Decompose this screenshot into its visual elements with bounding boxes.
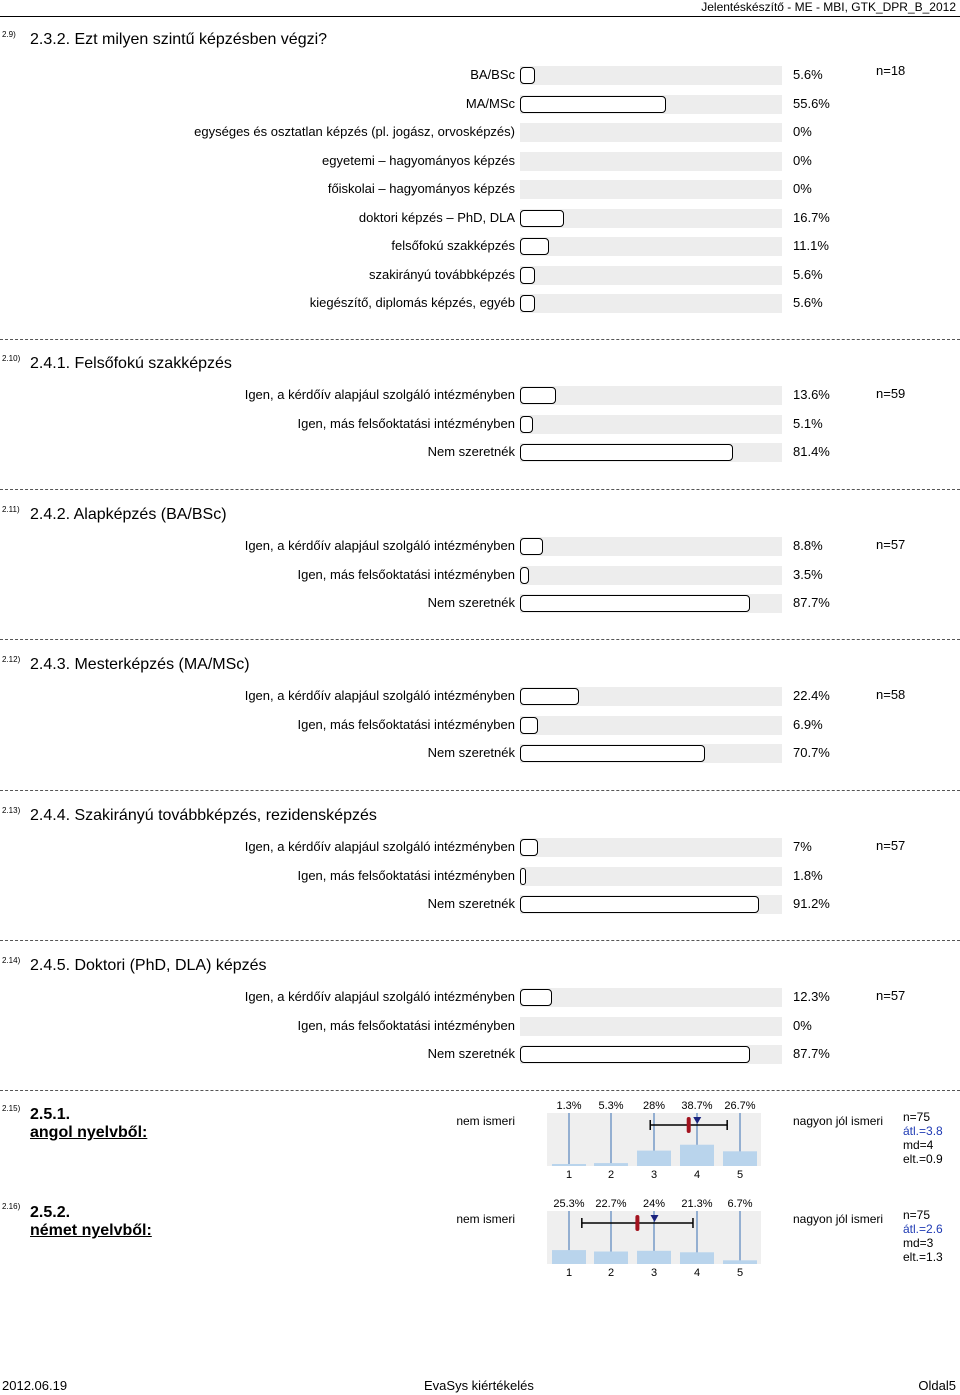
answer-percentage: 1.8%	[793, 867, 823, 883]
mean-marker	[635, 1215, 639, 1231]
scale-point-label: 2	[607, 1267, 615, 1278]
question-number: 2.14)	[2, 956, 21, 965]
bar-track	[520, 537, 782, 556]
question-title: 2.3.2. Ezt milyen szintű képzésben végzi?	[30, 31, 328, 48]
answer-percentage: 0%	[793, 181, 812, 196]
question-number: 2.10)	[2, 354, 21, 363]
answer-percentage: 0%	[793, 124, 812, 139]
scale-point-label: 5	[736, 1267, 744, 1278]
answer-row	[0, 984, 960, 1012]
question-number: 2.11)	[2, 505, 20, 514]
answer-label: Igen, más felsőoktatási intézményben	[297, 716, 515, 732]
histogram-bar	[637, 1151, 671, 1166]
answer-percentage: 22.4%	[793, 688, 830, 703]
stat-n: n=75	[903, 1208, 931, 1222]
bar-track	[520, 988, 782, 1007]
scale-point-label: 5	[736, 1169, 744, 1180]
stat-sd: elt.=1.3	[903, 1250, 943, 1264]
answer-label: egységes és osztatlan képzés (pl. jogász, orvosképzés)	[194, 124, 515, 139]
stat-md: md=4	[903, 1138, 934, 1152]
answer-row	[0, 891, 960, 919]
answer-row	[0, 91, 960, 119]
scale-point-label: 1	[565, 1169, 573, 1180]
scale-point-label: 3	[650, 1169, 658, 1180]
answer-bar	[520, 745, 705, 762]
scale-statistics	[903, 1208, 943, 1264]
answer-bar	[520, 416, 533, 433]
bar-track	[520, 594, 782, 613]
answer-percentage: 3.5%	[793, 566, 823, 582]
scale-point-label: 3	[650, 1267, 658, 1278]
response-count: n=59	[876, 386, 906, 401]
answer-bar	[520, 688, 579, 705]
stat-n: n=75	[903, 1110, 931, 1124]
bar-track	[520, 1045, 782, 1064]
scale-statistics	[903, 1110, 943, 1166]
scale-title: német nyelvből:	[30, 1222, 152, 1239]
question-number: 2.16)	[2, 1202, 21, 1211]
answer-row	[0, 590, 960, 618]
answer-bar	[520, 67, 535, 84]
answer-percentage: 8.8%	[793, 538, 823, 553]
histogram-bar	[723, 1260, 757, 1264]
answer-label: Igen, más felsőoktatási intézményben	[297, 566, 515, 582]
bar-track	[520, 266, 782, 285]
scale-histogram	[544, 1100, 764, 1180]
answer-percentage: 5.6%	[793, 266, 823, 282]
answer-percentage: 55.6%	[793, 95, 830, 111]
section-divider	[0, 790, 960, 791]
answer-label: Nem szeretnék	[427, 595, 515, 610]
histogram-bar	[552, 1164, 586, 1166]
scale-point-label: 4	[693, 1267, 701, 1278]
histogram-percentage: 28%	[642, 1100, 666, 1112]
answer-label: Igen, a kérdőív alapjául szolgáló intézményben	[244, 989, 515, 1004]
mean-marker	[687, 1117, 691, 1133]
answer-label: Nem szeretnék	[427, 745, 515, 760]
answer-row	[0, 439, 960, 467]
bar-track	[520, 1017, 782, 1036]
answer-bar	[520, 717, 538, 734]
answer-label: főiskolai – hagyományos képzés	[327, 181, 515, 196]
question-number: 2.15)	[2, 1104, 21, 1113]
bar-track	[520, 867, 782, 886]
question-title: 2.4.1. Felsőfokú szakképzés	[30, 355, 232, 372]
answer-label: MA/MSc	[465, 95, 515, 111]
scale-left-label: nem ismeri	[456, 1212, 515, 1226]
bar-track	[520, 95, 782, 114]
histogram-percentage: 26.7%	[724, 1100, 756, 1112]
scale-point-label: 4	[693, 1169, 701, 1180]
answer-row	[0, 863, 960, 891]
answer-row	[0, 834, 960, 862]
question-title: 2.4.5. Doktori (PhD, DLA) képzés	[30, 957, 267, 974]
response-count: n=57	[876, 988, 906, 1003]
footer-page: Oldal5	[918, 1378, 956, 1393]
bar-track	[520, 386, 782, 405]
bar-track	[520, 123, 782, 142]
stat-md: md=3	[903, 1236, 934, 1250]
answer-percentage: 16.7%	[793, 209, 830, 225]
histogram-percentage: 6.7%	[727, 1198, 753, 1210]
histogram-percentage: 22.7%	[595, 1198, 627, 1210]
answer-label: Igen, a kérdőív alapjául szolgáló intézményben	[244, 538, 515, 553]
answer-label: egyetemi – hagyományos képzés	[322, 152, 515, 168]
answer-label: doktori képzés – PhD, DLA	[358, 209, 515, 225]
histogram-percentage: 24%	[642, 1198, 666, 1210]
answer-percentage: 87.7%	[793, 1046, 830, 1061]
answer-bar	[520, 1046, 750, 1063]
scale-left-label: nem ismeri	[456, 1114, 515, 1128]
bar-track	[520, 687, 782, 706]
footer-center: EvaSys kiértékelés	[424, 1378, 534, 1393]
scale-histogram	[544, 1198, 764, 1278]
answer-label: Nem szeretnék	[427, 896, 515, 911]
question-title: 2.4.3. Mesterképzés (MA/MSc)	[30, 656, 250, 673]
question-title: 2.4.4. Szakirányú továbbképzés, rezidensképzés	[30, 807, 377, 824]
question-title: 2.4.2. Alapképzés (BA/BSc)	[30, 506, 227, 523]
answer-percentage: 5.1%	[793, 415, 823, 431]
answer-row	[0, 119, 960, 147]
histogram-percentage: 25.3%	[553, 1198, 585, 1210]
answer-label: Igen, a kérdőív alapjául szolgáló intézményben	[244, 839, 515, 854]
section-divider	[0, 940, 960, 941]
histogram-bar	[680, 1252, 714, 1264]
answer-row	[0, 1041, 960, 1069]
histogram-bar	[680, 1145, 714, 1166]
answer-row	[0, 148, 960, 176]
scale-right-label: nagyon jól ismeri	[793, 1114, 884, 1128]
response-count: n=18	[876, 63, 906, 78]
section-divider	[0, 489, 960, 490]
histogram-percentage: 21.3%	[681, 1198, 713, 1210]
answer-bar	[520, 267, 535, 284]
stat-sd: elt.=0.9	[903, 1152, 943, 1166]
answer-row	[0, 205, 960, 233]
scale-point-label: 1	[565, 1267, 573, 1278]
response-count: n=58	[876, 687, 906, 702]
bar-track	[520, 895, 782, 914]
answer-row	[0, 233, 960, 261]
answer-row	[0, 382, 960, 410]
histogram-bar	[637, 1251, 671, 1264]
scale-title-number: 2.5.1.	[30, 1106, 71, 1123]
scale-right-label: nagyon jól ismeri	[793, 1212, 884, 1226]
question-number: 2.9)	[2, 30, 16, 39]
histogram-bar	[594, 1163, 628, 1166]
response-count: n=57	[876, 537, 906, 552]
answer-bar	[520, 210, 564, 227]
answer-percentage: 70.7%	[793, 745, 830, 760]
answer-row	[0, 1013, 960, 1041]
answer-percentage: 12.3%	[793, 989, 830, 1004]
answer-label: felsőfokú szakképzés	[391, 238, 515, 253]
answer-row	[0, 740, 960, 768]
answer-row	[0, 290, 960, 318]
answer-percentage: 13.6%	[793, 387, 830, 402]
answer-percentage: 5.6%	[793, 295, 823, 310]
scale-title: angol nyelvből:	[30, 1124, 148, 1141]
answer-bar	[520, 238, 549, 255]
question-number: 2.13)	[2, 806, 21, 815]
header-divider	[0, 16, 960, 17]
answer-label: Igen, a kérdőív alapjául szolgáló intézményben	[244, 387, 515, 402]
bar-track	[520, 838, 782, 857]
bar-track	[520, 237, 782, 256]
histogram-percentage: 38.7%	[681, 1100, 713, 1112]
answer-label: BA/BSc	[470, 67, 515, 82]
answer-percentage: 81.4%	[793, 444, 830, 459]
answer-percentage: 5.6%	[793, 67, 823, 82]
answer-label: szakirányú továbbképzés	[369, 266, 515, 282]
answer-bar	[520, 295, 535, 312]
answer-row	[0, 176, 960, 204]
footer-date: 2012.06.19	[2, 1378, 68, 1393]
answer-row	[0, 62, 960, 90]
answer-bar	[520, 989, 552, 1006]
bar-track	[520, 294, 782, 313]
report-title: Jelentéskészítő - ME - MBI, GTK_DPR_B_2012	[701, 0, 956, 14]
answer-row	[0, 683, 960, 711]
answer-bar	[520, 538, 543, 555]
answer-percentage: 0%	[793, 1017, 812, 1033]
answer-bar	[520, 868, 526, 885]
answer-percentage: 87.7%	[793, 595, 830, 610]
histogram-svg	[544, 1198, 764, 1278]
bar-track	[520, 180, 782, 199]
answer-bar	[520, 387, 556, 404]
bar-track	[520, 152, 782, 171]
histogram-percentage: 5.3%	[598, 1100, 624, 1112]
bar-track	[520, 66, 782, 85]
answer-label: Igen, a kérdőív alapjául szolgáló intézményben	[244, 688, 515, 703]
bar-track	[520, 744, 782, 763]
answer-percentage: 0%	[793, 152, 812, 168]
scale-title-number: 2.5.2.	[30, 1204, 71, 1221]
bar-track	[520, 415, 782, 434]
bar-track	[520, 209, 782, 228]
bar-track	[520, 716, 782, 735]
answer-label: Igen, más felsőoktatási intézményben	[297, 415, 515, 431]
section-divider	[0, 339, 960, 340]
answer-row	[0, 712, 960, 740]
answer-label: Igen, más felsőoktatási intézményben	[297, 1017, 515, 1033]
answer-label: Nem szeretnék	[427, 1046, 515, 1061]
histogram-svg	[544, 1100, 764, 1180]
stat-mean: átl.=3.8	[903, 1124, 943, 1138]
answer-label: kiegészítő, diplomás képzés, egyéb	[309, 295, 515, 310]
answer-percentage: 91.2%	[793, 896, 830, 911]
answer-bar	[520, 96, 666, 113]
scale-point-label: 2	[607, 1169, 615, 1180]
answer-percentage: 7%	[793, 839, 812, 854]
answer-percentage: 6.9%	[793, 716, 823, 732]
answer-bar	[520, 595, 750, 612]
histogram-bar	[552, 1250, 586, 1264]
section-divider	[0, 1090, 960, 1091]
answer-row	[0, 533, 960, 561]
answer-row	[0, 262, 960, 290]
bar-track	[520, 566, 782, 585]
question-number: 2.12)	[2, 655, 21, 664]
histogram-percentage: 1.3%	[556, 1100, 582, 1112]
answer-bar	[520, 839, 538, 856]
answer-row	[0, 411, 960, 439]
section-divider	[0, 639, 960, 640]
answer-bar	[520, 896, 759, 913]
stat-mean: átl.=2.6	[903, 1222, 943, 1236]
histogram-bar	[594, 1252, 628, 1264]
response-count: n=57	[876, 838, 906, 853]
answer-bar	[520, 444, 733, 461]
answer-percentage: 11.1%	[793, 238, 829, 253]
histogram-bar	[723, 1151, 757, 1166]
answer-label: Nem szeretnék	[427, 444, 515, 459]
answer-row	[0, 562, 960, 590]
answer-bar	[520, 567, 529, 584]
answer-label: Igen, más felsőoktatási intézményben	[297, 867, 515, 883]
bar-track	[520, 443, 782, 462]
